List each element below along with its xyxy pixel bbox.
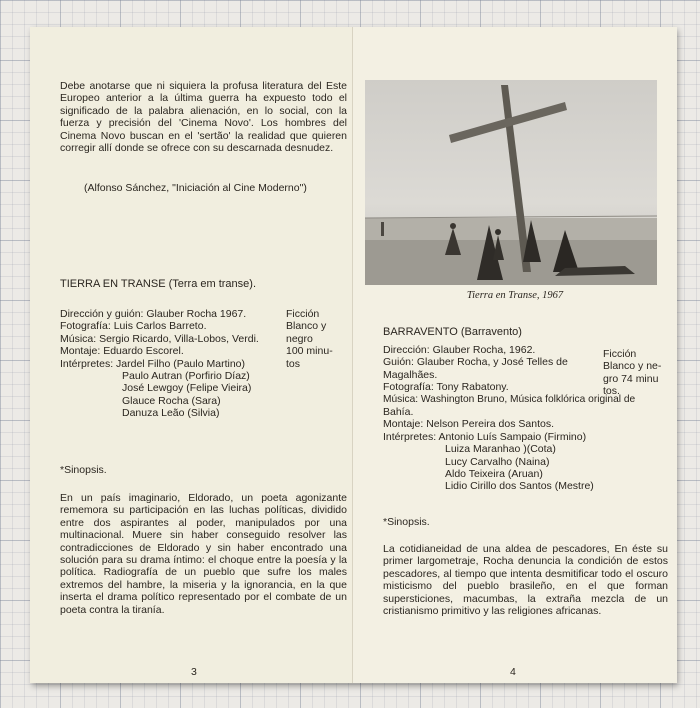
side-note-line: negro — [286, 332, 313, 345]
credit-line: Guión: Glauber Rocha, y José Telles de — [383, 356, 568, 369]
side-note-line: Ficción — [603, 348, 637, 360]
film-title-tierra: TIERRA EN TRANSE (Terra em transe). — [60, 278, 257, 290]
side-note-line: 100 minu- — [286, 345, 333, 358]
credit-line: Intérpretes: Jardel Filho (Paulo Martino) — [60, 357, 245, 370]
sinopsis-heading-tierra: *Sinopsis. — [60, 464, 107, 476]
cast-line: Aldo Teixeira (Aruan) — [445, 468, 543, 481]
cast-line: Paulo Autran (Porfirio Díaz) — [122, 370, 250, 383]
credit-line: Montaje: Nelson Pereira dos Santos. — [383, 418, 555, 431]
side-note-line: Blanco y — [286, 320, 327, 333]
film-still-illustration — [365, 80, 657, 285]
side-note-barravento — [603, 348, 661, 398]
left-page — [30, 27, 352, 683]
side-note-line: tos. — [603, 385, 620, 398]
credit-line: Bahía. — [383, 406, 414, 419]
sinopsis-barravento: La cotidianeidad de una aldea de pescadores, En éste su primer largometraje, Rocha denuncia la condición de estos pescadores, al tiempo que intenta desmitificar todo el oscuro misticismo del pueblo brasileño, en el que forman supersticiones, macumbas, la extraña mezcla de un cristianismo primitivo y las religiones africanas. — [383, 543, 668, 618]
sinopsis-tierra: En un país imaginario, Eldorado, un poeta agonizante rememora su participación en las luchas políticas, dividido entre dos aspirantes al poder, manipulados por una multinacional. Muere sin haber conseguido resolver las contradicciones de Eldorado y sin haber encontrado una solución para su drama íntimo: el choque entre la poesía y la política. Radiografía de un pueblo que sufre los males extremos del hambre, la miseria y la ignorancia, en la que inserta el drama político representado por el combate de un poeta contra la tiranía. — [60, 492, 347, 616]
credit-line: Fotografía: Luis Carlos Barreto. — [60, 320, 207, 333]
cast-line: Lucy Carvalho (Naina) — [445, 455, 550, 468]
cast-line: José Lewgoy (Felipe Vieira) — [122, 382, 252, 395]
credit-line: Montaje: Eduardo Escorel. — [60, 345, 184, 358]
page-number-3: 3 — [191, 666, 197, 678]
photo-caption: Tierra en Transe, 1967 — [466, 290, 564, 301]
cast-line: Luiza Maranhao )(Cota) — [445, 443, 556, 456]
credit-line: Música: Washington Bruno, Música folklórica original de — [383, 393, 636, 405]
cast-line: Glauce Rocha (Sara) — [122, 394, 221, 407]
credit-line: Intérpretes: Antonio Luís Sampaio (Firmino) — [383, 430, 587, 443]
film-still-photo — [365, 80, 657, 285]
side-note-line: Blanco y ne- — [603, 360, 662, 373]
credit-line: Música: Sergio Ricardo, Villa-Lobos, Verdi. — [60, 332, 259, 345]
right-page — [352, 27, 677, 683]
credit-line: Dirección: Glauber Rocha, 1962. — [383, 344, 536, 356]
cast-line: Lidio Cirillo dos Santos (Mestre) — [445, 480, 594, 493]
intro-paragraph: Debe anotarse que ni siquiera la profusa literatura del Este Europeo anterior a la última guerra ha expuesto todo el significado de la palabra alienación, en lo social, con la fuerza y precisión del 'Cinema Novo'. Los hombres del Cinema Novo buscan en el 'sertão' la realidad que quieren corregir allí donde se ofrece con su descarnada desnudez. — [60, 80, 347, 155]
credits-tierra — [60, 308, 310, 420]
side-note-line: Ficción — [286, 308, 320, 320]
sinopsis-heading-barravento: *Sinopsis. — [383, 516, 430, 528]
credit-line: Fotografía: Tony Rabatony. — [383, 381, 509, 394]
side-note-line: tos — [286, 357, 301, 370]
credit-line: Magalhães. — [383, 368, 438, 381]
credit-line: Dirección y guión: Glauber Rocha 1967. — [60, 308, 247, 320]
booklet — [30, 27, 676, 683]
film-title-barravento: BARRAVENTO (Barravento) — [383, 326, 522, 338]
side-note-line: gro 74 minu — [603, 372, 659, 385]
side-note-tierra — [286, 308, 333, 370]
page-number-4: 4 — [510, 666, 516, 678]
citation: (Alfonso Sánchez, "Iniciación al Cine Moderno") — [84, 182, 307, 194]
cast-line: Danuza Leão (Silvia) — [122, 407, 220, 420]
